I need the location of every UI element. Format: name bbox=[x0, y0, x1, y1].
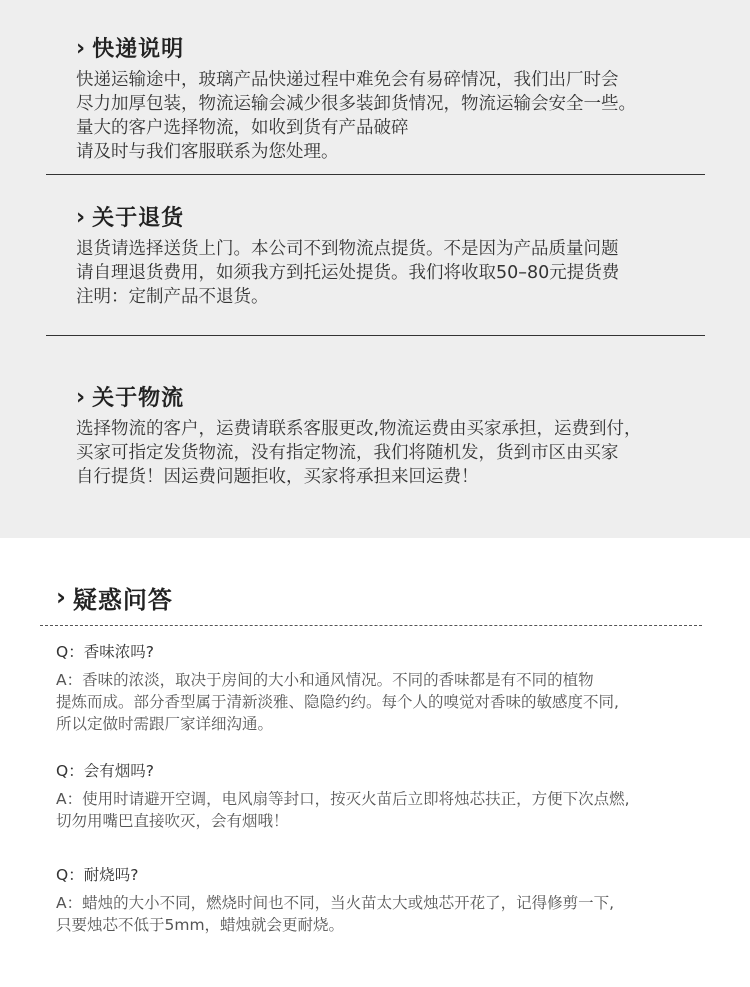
faq-title: 疑惑问答 bbox=[72, 586, 173, 614]
faq-answer: A：使用时请避开空调，电风扇等封口，按灭火苗后立即将烛芯扶正，方便下次点燃, 切勿用嘴巴直接吹灭，会有烟哦！ bbox=[56, 790, 630, 830]
faq-item bbox=[56, 864, 716, 936]
section-body: 退货请选择送货上门。本公司不到物流点提货。不是因为产品质量问题 请自理退货费用，如须我方到托运处提货。我们将收取50–80元提货费 注明：定制产品不退货。 bbox=[76, 239, 620, 307]
divider bbox=[46, 174, 705, 175]
chevron-right-icon: › bbox=[56, 582, 67, 611]
section-heading bbox=[76, 385, 716, 413]
divider bbox=[46, 335, 705, 336]
section-heading bbox=[76, 36, 716, 64]
section-body: 选择物流的客户，运费请联系客服更改,物流运费由买家承担，运费到付， 买家可指定发货物流，没有指定物流，我们将随机发，货到市区由买家 自行提货！因运费问题拒收，买家将承担来回运费！ bbox=[76, 419, 642, 487]
faq-heading bbox=[56, 580, 173, 615]
chevron-right-icon: › bbox=[76, 205, 87, 230]
section-body: 快递运输途中，玻璃产品快递过程中难免会有易碎情况，我们出厂时会 尽力加厚包装，物流运输会减少很多装卸货情况，物流运输会安全一些。 量大的客户选择物流，如收到货有产品破碎 请及时与我们客服联系为您处理。 bbox=[76, 70, 636, 162]
faq-question: Q：会有烟吗? bbox=[56, 762, 154, 780]
section-title: 关于物流 bbox=[92, 386, 185, 411]
section-logistics bbox=[76, 385, 716, 489]
section-title: 关于退货 bbox=[92, 206, 185, 231]
section-returns bbox=[76, 205, 716, 309]
faq-item bbox=[56, 641, 716, 735]
faq-answer: A：香味的浓淡，取决于房间的大小和通风情况。不同的香味都是有不同的植物 提炼而成。部分香型属于清新淡雅、隐隐约约。每个人的嗅觉对香味的敏感度不同, 所以定做时需跟厂家详细沟通。 bbox=[56, 671, 619, 733]
section-heading bbox=[76, 205, 716, 233]
faq-question: Q：耐烧吗? bbox=[56, 866, 139, 884]
section-express bbox=[76, 36, 716, 164]
faq-answer: A：蜡烛的大小不同，燃烧时间也不同，当火苗太大或烛芯开花了，记得修剪一下, 只要烛芯不低于5mm，蜡烛就会更耐烧。 bbox=[56, 894, 615, 934]
chevron-right-icon: › bbox=[76, 385, 87, 410]
faq-item bbox=[56, 760, 716, 832]
section-title: 快递说明 bbox=[92, 37, 185, 62]
faq-question: Q：香味浓吗? bbox=[56, 643, 154, 661]
dashed-divider bbox=[40, 625, 702, 626]
chevron-right-icon: › bbox=[76, 36, 87, 61]
